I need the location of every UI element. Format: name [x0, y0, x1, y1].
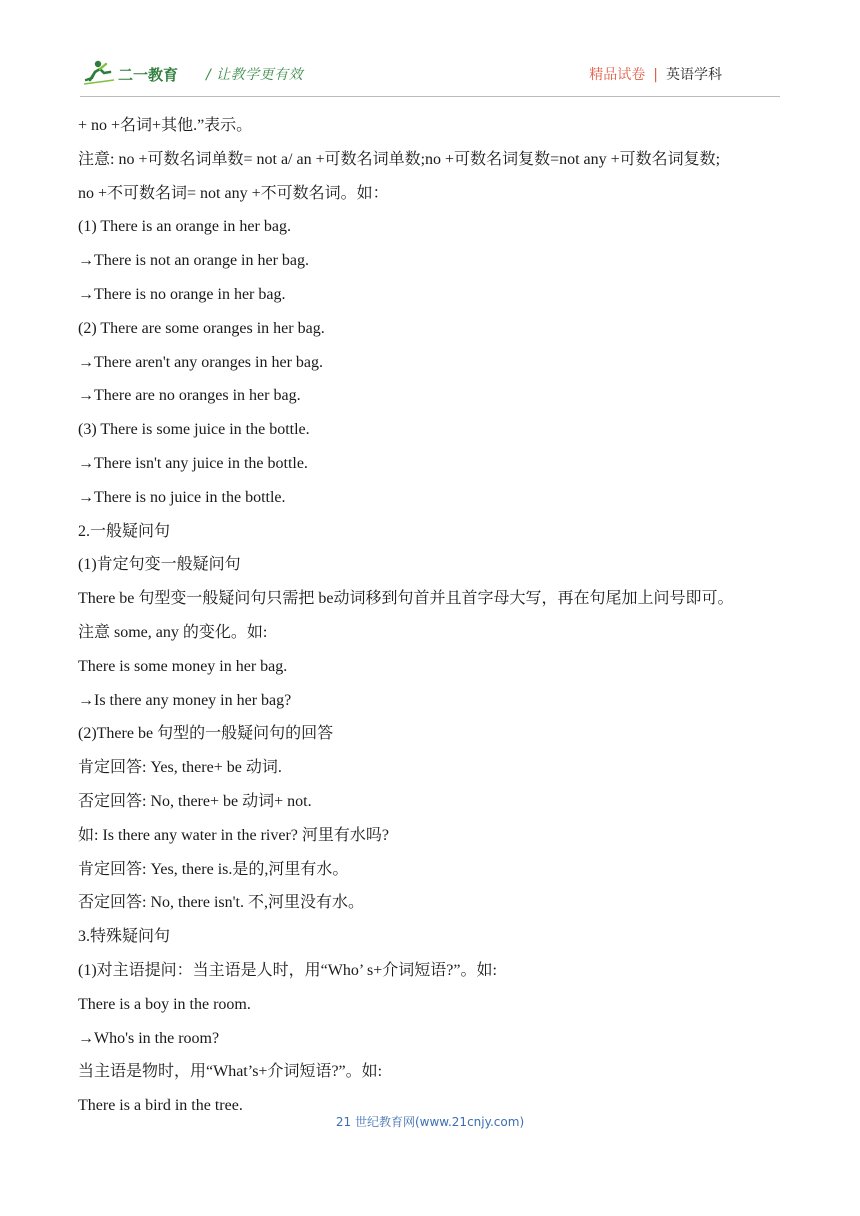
- text-line: + no +名词+其他.”表示。: [78, 117, 253, 134]
- text-line: →There is no juice in the bottle.: [78, 488, 286, 506]
- header-divider: [80, 96, 780, 97]
- text-line: →Who's in the room?: [78, 1029, 220, 1047]
- section-heading: 3.特殊疑问句: [78, 928, 171, 946]
- text-line: no +不可数名词= not any +不可数名词。如：: [78, 184, 389, 202]
- subsection-heading: (2)There be 句型的一般疑问句的回答: [78, 725, 334, 743]
- text-line: There is a bird in the tree.: [78, 1097, 243, 1115]
- slogan: / 让教学更有效: [206, 67, 304, 83]
- text-line: 如: Is there any water in the river? 河里有水吗?: [78, 826, 390, 844]
- text-line: →There are no oranges in her bag.: [78, 387, 301, 405]
- text-line: There is some money in her bag.: [78, 657, 288, 675]
- text-line: There is a boy in the room.: [78, 995, 251, 1013]
- header-subject: [589, 64, 722, 84]
- header-tag-subject: 英语学科: [666, 67, 722, 83]
- text-line: (2) There are some oranges in her bag.: [78, 319, 325, 337]
- text-line: (1) There is an orange in her bag.: [78, 218, 291, 236]
- text-line: →There is no orange in her bag.: [78, 285, 286, 303]
- text-line: →Is there any money in her bag?: [78, 691, 292, 709]
- text-line: →There aren't any oranges in her bag.: [78, 353, 323, 371]
- text-line: 否定回答: No, there+ be 动词+ not.: [78, 792, 312, 810]
- header-separator: |: [653, 67, 658, 83]
- section-heading: 2.一般疑问句: [78, 522, 171, 540]
- text-line: There be 句型变一般疑问句只需把 be动词移到句首并且首字母大写，再在句尾加上问号即可。: [78, 590, 734, 608]
- text-line: 注意: no +可数名词单数= not a/ an +可数名词单数;no +可数名词复数=not any +可数名词复数;: [78, 150, 721, 168]
- text-line: 当主语是物时，用“What’s+介词短语?”。如:: [78, 1063, 383, 1081]
- subsection-heading: (1)对主语提问：当主语是人时，用“Who’ s+介词短语?”。如:: [78, 961, 497, 979]
- text-line: 注意 some, any 的变化。如:: [78, 623, 268, 641]
- document-body: [78, 109, 790, 1123]
- site-logo: [80, 58, 190, 88]
- text-line: (3) There is some juice in the bottle.: [78, 421, 310, 439]
- page-footer: 21 世纪教育网(www.21cnjy.com): [335, 1115, 525, 1129]
- text-line: 肯定回答: Yes, there+ be 动词.: [78, 759, 282, 777]
- text-line: →There isn't any juice in the bottle.: [78, 454, 308, 472]
- page-header: [80, 52, 780, 92]
- header-tag-premium: 精品试卷: [589, 67, 646, 83]
- text-line: 否定回答: No, there isn't. 不,河里没有水。: [78, 894, 364, 912]
- text-line: →There is not an orange in her bag.: [78, 252, 310, 270]
- text-line: 肯定回答: Yes, there is.是的,河里有水。: [78, 860, 349, 878]
- subsection-heading: (1)肯定句变一般疑问句: [78, 556, 241, 574]
- logo-text: 二一教育: [118, 66, 179, 84]
